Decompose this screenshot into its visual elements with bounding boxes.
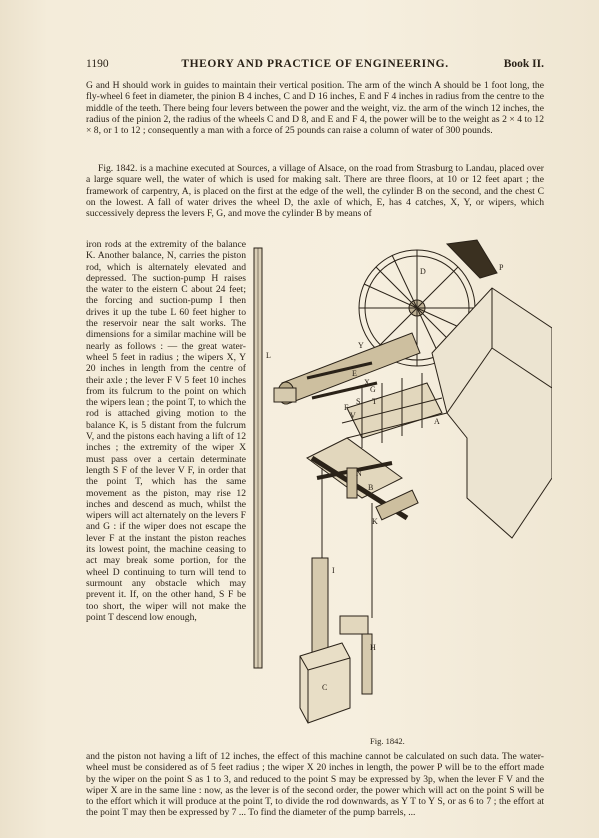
figure-caption: Fig. 1842.	[370, 736, 405, 746]
label-L: L	[266, 351, 271, 360]
paragraph-dimensions: iron rods at the extremity of the balance K. Another balance, N, carries the piston rod, which is alternately elevated and depressed. The suction-pump H raises the water to the eistern C about 24 feet; the forcing and suction-pump I then drives it up the tube L 60 feet higher to the reservoir near the salt works. The dimensions for a similar machine will be nearly as follows : — the great water-wheel 5 feet in radius ; the wipers X, Y 20 inches in length from the centre of their axle ; the lever F V 5 feet 10 inches from its fulcrum to the point on which the wipers lean ; the point T, to which the rod is attached giving motion to the balance K, is 5 distant from the fulcrum V, and the pistons each having a lift of 12 inches ; the extremity of the wiper X must pass over a certain determinate length S F of the lever V F, in order that the point T, which has the same movement as the piston, may rise 12 inches and descend as much, whilst the wipers will act alternately on the levers F and G : if the wiper does not escape the lever F at the instant the piston reaches its lowest point, the machine ceasing to act may break some portion, for the wheel D continuing to turn will tend to surmount any obstacle which may prevent it. If, on the other hand, S F be too short, the wiper will not make the point T descend low enough,	[86, 239, 246, 623]
label-H: H	[370, 643, 376, 652]
label-E: E	[352, 369, 357, 378]
label-T: T	[372, 397, 377, 406]
label-K: K	[372, 517, 378, 526]
label-I: I	[332, 566, 335, 575]
label-V: V	[350, 411, 356, 420]
label-P: P	[499, 263, 504, 272]
running-header	[86, 56, 544, 72]
label-A: A	[434, 417, 440, 426]
book-label: Book II.	[503, 58, 544, 70]
label-C: C	[322, 683, 328, 692]
paragraph-effect: and the piston not having a lift of 12 inches, the effect of this machine cannot be calculated on such data. The water-wheel must be considered as of 5 feet radius ; the wiper X 20 inches in length, the power P will be to the effort made by the wiper on the point S as 1 to 3, and reduced to the point S may be expressed by 3p, when the lever F V and the wiper X are in the same line : now, as the lever is of the second order, the power which will act on the point S will be to the effort which it will produce at the point T, to divide the rod downwards, as Y T to Y S, or as 6 to 7 ; the effort at the point T may then be expressed by 7 ... To find the diameter of the pump barrels, ...	[86, 751, 544, 819]
label-B: B	[368, 483, 374, 492]
figure-1842-engraving	[252, 238, 552, 738]
paragraph-winch: G and H should work in guides to maintain their vertical position. The arm of the winch A should be 1 foot long, the fly-wheel 6 feet in diameter, the pinion B 4 inches, C and D 16 inches, E and F 4 inches in radius from the centre to the middle of the teeth. There being four levers between the power and the weight, viz. the arm of the winch 12 inches, the radius of the pinion 2, the radius of the wheels C and D 8, and E and F 4, the power will be to the weight as 2 × 4 to 12 × 8, or 1 to 12 ; consequently a man with a force of 25 pounds can raise a column of water of 300 pounds.	[86, 80, 544, 137]
label-X: X	[364, 378, 370, 387]
label-D: D	[420, 267, 426, 276]
label-F: F	[344, 403, 349, 412]
page-number: 1190	[86, 58, 109, 70]
label-N: N	[356, 469, 362, 478]
running-title: THEORY AND PRACTICE OF ENGINEERING.	[181, 58, 449, 70]
label-Y: Y	[358, 341, 364, 350]
label-S: S	[356, 397, 361, 406]
label-G: G	[370, 385, 376, 394]
paragraph-fig-intro: Fig. 1842. is a machine executed at Sources, a village of Alsace, on the road from Strasburg to Landau, placed over a large square well, the water of which is used for making salt. There are three floors, at 10 or 12 feet apart ; the framework of carpentry, A, is placed on the first at the edge of the well, the cylinder B on the second, and the chest C on the lowest. A fall of water drives the wheel D, the axle of which, E, has 4 catches, X, Y, or wipers, which successively depress the levers F, G, and move the cylinder B by means of	[86, 163, 544, 220]
